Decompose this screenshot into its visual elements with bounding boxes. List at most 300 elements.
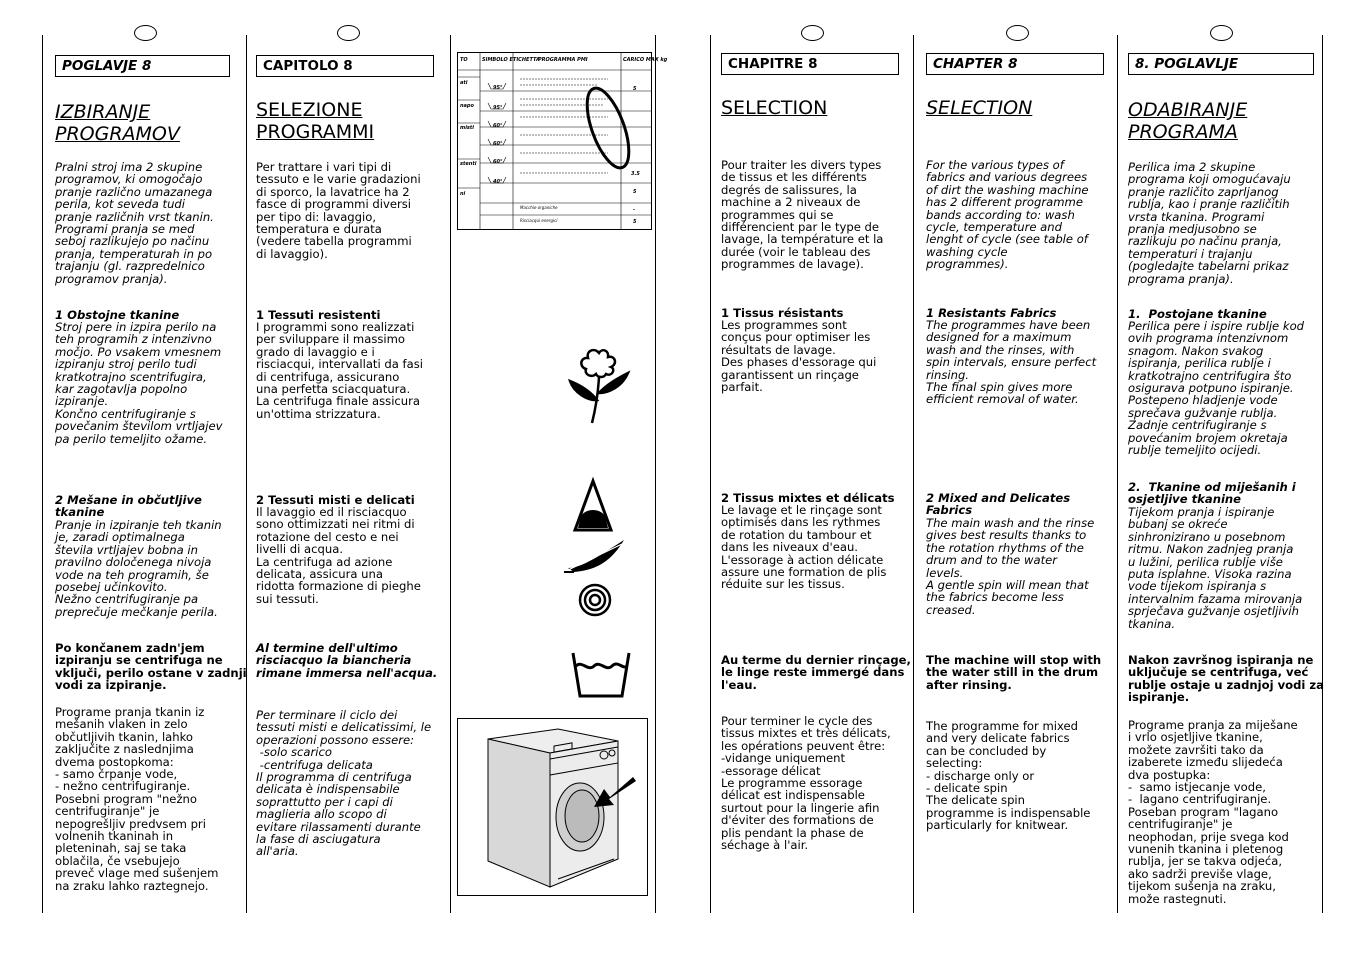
text-line: 2. Tkanine od miješanih i <box>1128 480 1296 494</box>
text-line: réduite sur les tissus. <box>721 577 845 592</box>
text-line: puta isplahne. Visoka razina <box>1128 567 1292 582</box>
text-line: Per terminare il ciclo dei <box>256 708 398 722</box>
text-line: cycle, temperature and <box>926 220 1062 235</box>
text-line: neophodan, prije svega kod <box>1128 829 1289 844</box>
text-line: délicat est indispensable <box>721 788 865 803</box>
text-line: ispiranje. <box>1128 690 1190 705</box>
text-line: - samo istjecanje vode, <box>1128 780 1266 795</box>
language-marker <box>337 25 360 41</box>
text-line: Nežno centrifugiranje pa <box>55 592 199 607</box>
text-line: pranje različnih vrst tkanin. <box>55 209 214 224</box>
chapter-heading: CAPITOLO 8 <box>256 55 434 77</box>
text-line: Nakon završnog ispiranja ne <box>1128 653 1314 667</box>
program-table-drawing <box>458 53 668 229</box>
notice-bold <box>55 641 247 693</box>
text-line: di centrifuga, assicurano <box>256 369 400 384</box>
text-line: The programme for mixed <box>926 719 1078 733</box>
washing-machine-illustration <box>457 718 648 896</box>
text-line: programmes de lavage). <box>721 257 864 272</box>
text-line: pravilno določenega nivoja <box>55 555 212 570</box>
table-side-label: napo <box>460 103 474 109</box>
text-line: volnenih tkaninah in <box>55 829 174 844</box>
text-line: ritmu. Nakon zadnjeg pranja <box>1128 542 1294 557</box>
text-line: all'aria. <box>256 844 299 859</box>
text-line: soprattutto per i capi di <box>256 794 393 809</box>
paragraph <box>926 720 1104 832</box>
column-divider <box>655 35 656 913</box>
text-line: maglieria allo scopo di <box>256 807 387 822</box>
rinse-tub-icon <box>570 650 632 700</box>
text-line: osjetljive tkanine <box>1128 492 1242 507</box>
column-divider <box>42 35 43 913</box>
column-divider <box>913 35 914 913</box>
text-line: vodi za izpiranje. <box>55 678 167 693</box>
text-line: wash and the rinses, with <box>926 342 1075 357</box>
text-line: per sviluppare il massimo <box>256 332 406 347</box>
text-line: For the various types of <box>926 158 1064 172</box>
notice-bold <box>256 641 438 680</box>
text-line: I programmi sono realizzati <box>256 320 415 334</box>
text-line: has 2 different programme <box>926 195 1083 210</box>
text-line: of dirt the washing machine <box>926 182 1089 197</box>
paragraph <box>55 321 230 445</box>
table-load: 5 <box>633 219 637 225</box>
text-line: rimane immersa nell'acqua. <box>256 665 438 680</box>
text-line: izpiranje. <box>55 394 109 409</box>
table-side-label: ati <box>460 80 468 86</box>
text-line: Il lavaggio ed il risciacquo <box>256 505 407 519</box>
text-line: di lavaggio). <box>256 246 328 261</box>
text-line: particularly for knitwear. <box>926 818 1069 833</box>
text-line: programmes). <box>926 257 1009 272</box>
table-side-label: misti <box>460 125 475 131</box>
text-line: tijekom sušenja na zraku, <box>1128 879 1276 894</box>
text-line: 1 Resistants Fabrics <box>926 306 1057 320</box>
text-line: osigurava potpuno ispiranje. <box>1128 381 1294 396</box>
text-line: risciacqui, intervallati da fasi <box>256 357 423 372</box>
paragraph <box>256 506 434 605</box>
text-line: -essorage délicat <box>721 763 821 778</box>
column-slovenian <box>55 55 247 905</box>
text-line: operazioni possono essere: <box>256 732 415 747</box>
text-line: preveč vlage med sušenjem <box>55 866 219 881</box>
text-line: programa koji omogućavaju <box>1128 172 1291 187</box>
text-line: risciacquo la biancheria <box>256 653 412 668</box>
text-line: Po končanem zadn'jem <box>55 641 205 655</box>
text-line: vrsta tkanina. Programi <box>1128 209 1265 224</box>
text-line: tkanine <box>55 505 105 520</box>
text-line: La centrifuga finale assicura <box>256 394 421 409</box>
table-header: SIMBOLO ETICHETTA <box>482 57 540 63</box>
text-line: lenght of cycle (see table of <box>926 232 1088 247</box>
text-line: séchage à l'air. <box>721 838 809 853</box>
text-line: 1 Tessuti resistenti <box>256 308 381 322</box>
text-line: parfait. <box>721 380 763 395</box>
subheading <box>1128 481 1316 506</box>
text-line: rublje temeljito ocijedi. <box>1128 443 1262 458</box>
column-french <box>721 53 911 903</box>
text-line: vode na teh programih, še <box>55 567 209 582</box>
text-line: Fabrics <box>926 503 973 518</box>
text-line: de rotation du tambour et <box>721 527 872 542</box>
text-line: trajanju (gl. razpredelnico <box>55 259 205 274</box>
text-line: števila vrtljajev bobna in <box>55 542 198 557</box>
text-line: rublje ostaje u zadnjoj vodi za <box>1128 677 1324 692</box>
table-load: 5 <box>633 189 637 195</box>
text-line: - lagano centrifugiranje. <box>1128 792 1272 807</box>
paragraph <box>256 709 434 858</box>
table-header: PROGRAMMA PMI <box>538 57 588 63</box>
text-line: A gentle spin will mean that <box>926 578 1089 593</box>
text-line: machine a 2 niveaux de <box>721 195 861 210</box>
text-line: tkanina. <box>1128 616 1176 631</box>
text-line: -centrifuga delicata <box>256 757 373 772</box>
intro-text <box>256 161 434 260</box>
text-line: izaberete između slijedeća <box>1128 755 1283 770</box>
text-line: the fabrics become less <box>926 590 1064 605</box>
text-line: The final spin gives more <box>926 380 1073 395</box>
text-line: uključuje se centrifuga, već <box>1128 665 1309 680</box>
text-line: plis pendant la phase de <box>721 825 864 840</box>
text-line: ridotta formazione di pieghe <box>256 579 421 594</box>
text-line: -solo scarico <box>256 745 332 760</box>
text-line: tessuto e le varie gradazioni <box>256 172 421 187</box>
text-line: zaključite z naslednjima <box>55 742 194 757</box>
text-line: 2 Mešane in občutljive <box>55 493 202 507</box>
text-line: Perilica ima 2 skupine <box>1128 160 1256 174</box>
text-line: tessuti misti e delicatissimi, le <box>256 720 432 735</box>
intro-text <box>55 161 230 285</box>
paragraph <box>1128 320 1316 456</box>
text-line: tissus mixtes et très délicats, <box>721 726 891 741</box>
text-line: l'eau. <box>721 677 757 692</box>
text-line: de tissus et les différents <box>721 170 867 185</box>
text-line: snagom. Nakon svakog <box>1128 343 1264 358</box>
text-line: conçus pour optimiser les <box>721 330 871 345</box>
text-line: nepogrešljiv predvsem pri <box>55 816 206 831</box>
text-line: The programmes have been <box>926 318 1091 332</box>
text-line: Pour terminer le cycle des <box>721 714 873 728</box>
paragraph <box>55 519 230 618</box>
paragraph <box>1128 506 1316 630</box>
text-line: dans les niveaux d'eau. <box>721 540 858 555</box>
text-line: optimisés dans les rythmes <box>721 515 881 530</box>
text-line: oblačila, če vsebujejo <box>55 853 180 868</box>
text-line: sinhronizirano u posebnom <box>1128 529 1286 544</box>
paragraph <box>721 504 899 591</box>
text-line: seboj razlikujejo po načinu <box>55 234 210 249</box>
text-line: pa perilo temeljito ožame. <box>55 431 208 446</box>
text-line: - delicate spin <box>926 781 1008 796</box>
text-line: - discharge only or <box>926 768 1035 783</box>
column-divider <box>710 35 711 913</box>
text-line: dva postupka: <box>1128 767 1211 782</box>
section-title: ODABIRANJE PROGRAMA <box>1128 99 1248 143</box>
text-line: Postepeno hladjenje vode <box>1128 393 1278 408</box>
text-line: surtout pour la lingerie afin <box>721 800 880 815</box>
text-line: Il programma di centrifuga <box>256 770 412 785</box>
text-line: drum and to the water <box>926 553 1058 568</box>
paragraph <box>55 706 230 892</box>
text-line: Programi pranja se med <box>55 222 195 237</box>
table-load: - <box>633 207 636 213</box>
paragraph <box>926 319 1104 406</box>
text-line: un'ottima strizzatura. <box>256 406 381 421</box>
text-line: ovih programa intenzivnom <box>1128 331 1289 346</box>
delicate-feather-icon <box>562 534 630 576</box>
paragraph <box>721 319 899 393</box>
text-line: livelli di acqua. <box>256 542 344 557</box>
text-line: Le programme essorage <box>721 776 863 791</box>
text-line: programa pranja). <box>1128 271 1234 286</box>
text-line: vunenih tkanina i pletenog <box>1128 842 1284 857</box>
text-line: rotazione del cesto e nei <box>256 529 399 544</box>
text-line: programmes qui se <box>721 207 834 222</box>
text-line: degrés de salissures, la <box>721 182 857 197</box>
column-croatian <box>1128 53 1324 923</box>
text-line: washing cycle <box>926 244 1008 259</box>
text-line: občutljivih tkanin, lahko <box>55 729 194 744</box>
text-line: and very delicate fabrics <box>926 731 1070 746</box>
intro-text <box>721 159 899 271</box>
text-line: lavage, la température et la <box>721 232 884 247</box>
column-divider <box>1117 35 1118 913</box>
section-title: SELECTION <box>926 97 1033 119</box>
text-line: u lužini, perilica rublje više <box>1128 554 1283 569</box>
text-line: 1 Tissus résistants <box>721 306 844 320</box>
table-temp: 95° <box>493 105 503 111</box>
table-temp: 60° <box>493 141 503 147</box>
text-line: the rotation rhythms of the <box>926 540 1084 555</box>
wool-icon <box>578 582 612 618</box>
chapter-heading: POGLAVJE 8 <box>55 55 230 77</box>
text-line: una perfetta sciacquatura. <box>256 382 411 397</box>
text-line: evitare rilassamenti durante <box>256 819 421 834</box>
language-marker <box>1210 25 1233 41</box>
text-line: spin intervals, ensure perfect <box>926 355 1097 370</box>
text-line: 2 Mixed and Delicates <box>926 491 1071 505</box>
text-line: fasce di programmi diversi <box>256 197 411 212</box>
column-italian <box>256 55 438 905</box>
text-line: - samo črpanje vode, <box>55 767 178 782</box>
text-line: durée (voir le tableau des <box>721 244 871 259</box>
intro-text <box>1128 161 1316 285</box>
paragraph <box>1128 719 1316 905</box>
text-line: intervalnim fazama mirovanja <box>1128 591 1303 606</box>
text-line: izpiranju stroj perilo tudi <box>55 357 197 372</box>
text-line: after rinsing. <box>926 677 1012 692</box>
language-marker <box>801 25 824 41</box>
text-line: Končno centrifugiranje s <box>55 406 196 421</box>
text-line: résultats de lavage. <box>721 342 836 357</box>
text-line: Pour traiter les divers types <box>721 158 882 172</box>
text-line: možete završiti tako da <box>1128 742 1264 757</box>
text-line: (vedere tabella programmi <box>256 234 412 249</box>
text-line: Posebni program "nežno <box>55 791 197 806</box>
table-temp: 60° <box>493 123 503 129</box>
column-divider <box>1322 35 1323 913</box>
text-line: sui tessuti. <box>256 591 319 606</box>
text-line: bands according to: wash <box>926 207 1075 222</box>
text-line: différencient par le type de <box>721 220 880 235</box>
text-line: per tipo di: lavaggio, <box>256 209 377 224</box>
text-line: i vrlo osjetljive tkanine, <box>1128 730 1263 745</box>
text-line: programme is indispensable <box>926 805 1091 820</box>
table-header: TO <box>460 57 468 63</box>
text-line: 2 Tissus mixtes et délicats <box>721 491 895 505</box>
text-line: posebej učinkovito. <box>55 580 168 595</box>
text-line: la fase di asciugatura <box>256 832 381 847</box>
text-line: pranje različito zaprljanog <box>1128 184 1279 199</box>
text-line: Au terme du dernier rinçage, <box>721 653 911 667</box>
text-line: perila, kot seveda tudi <box>55 197 186 212</box>
text-line: Pranje in izpiranje teh tkanin <box>55 518 222 532</box>
text-line: pranja, temperaturah in po <box>55 246 213 261</box>
table-temp: 40° <box>493 179 503 185</box>
program-table <box>457 52 668 230</box>
text-line: programov pranja). <box>55 271 168 286</box>
section-title: IZBIRANJE PROGRAMOV <box>55 101 180 145</box>
text-line: rublja, jer se takva odjeća, <box>1128 854 1283 869</box>
table-temp: 95° <box>493 85 503 91</box>
text-line: močjo. Po vsakem vmesnem <box>55 344 222 359</box>
text-line: gives best results thanks to <box>926 528 1087 543</box>
text-line: (pogledajte tabelarni prikaz <box>1128 259 1289 274</box>
chapter-heading: CHAPITRE 8 <box>721 53 899 75</box>
text-line: selecting: <box>926 756 983 771</box>
text-line: grado di lavaggio e i <box>256 344 375 359</box>
text-line: le linge reste immergé dans <box>721 665 905 680</box>
chapter-heading: CHAPTER 8 <box>926 53 1104 75</box>
notice-bold <box>1128 653 1324 705</box>
text-line: Le lavage et le rinçage sont <box>721 503 882 517</box>
text-line: -vidange uniquement <box>721 751 846 766</box>
text-line: L'essorage à action délicate <box>721 552 884 567</box>
mixed-fabric-icon <box>572 478 614 534</box>
text-line: je, zaradi optimalnega <box>55 530 185 545</box>
text-line: sprečava gužvanje rublja. <box>1128 405 1278 420</box>
column-divider <box>246 35 247 913</box>
text-line: pranje različno umazanega <box>55 184 213 199</box>
text-line: Des phases d'essorage qui <box>721 355 877 370</box>
text-line: sprječava gužvanje osjetljivih <box>1128 604 1299 619</box>
text-line: na zraku lahko raztegnejo. <box>55 878 209 893</box>
table-side-label: ni <box>460 191 466 197</box>
text-line: 2 Tessuti misti e delicati <box>256 493 415 507</box>
text-line: garantissent un rinçage <box>721 367 859 382</box>
text-line: temperatura e durata <box>256 222 382 237</box>
text-line: Poseban program "lagano <box>1128 804 1279 819</box>
text-line: rinsing. <box>926 367 969 382</box>
text-line: može rastegnuti. <box>1128 891 1227 906</box>
text-line: centrifugiranje" je <box>55 804 160 819</box>
text-line: The main wash and the rinse <box>926 516 1095 530</box>
text-line: Les programmes sont <box>721 318 847 332</box>
language-marker <box>1006 25 1029 41</box>
cotton-icon <box>566 345 632 427</box>
text-line: ako sadrži previše vlage, <box>1128 866 1272 881</box>
text-line: - nežno centrifugiranje. <box>55 779 191 794</box>
text-line: 1 Obstojne tkanine <box>55 308 180 322</box>
text-line: The delicate spin <box>926 793 1025 808</box>
table-header: CARICO MAX kg <box>623 57 668 63</box>
text-line: Zadnje centrifugiranje s <box>1128 418 1267 433</box>
text-line: the water still in the drum <box>926 665 1099 680</box>
text-line: can be concluded by <box>926 743 1047 758</box>
text-line: rublja, kao i pranje različitih <box>1128 197 1290 212</box>
text-line: sono ottimizzati nei ritmi di <box>256 517 415 532</box>
notice-bold <box>721 653 911 692</box>
text-line: Perilica pere i ispire rublje kod <box>1128 319 1305 333</box>
column-divider <box>450 35 451 913</box>
text-line: 1. Postojane tkanine <box>1128 307 1267 321</box>
text-line: teh programih z intenzivno <box>55 332 212 347</box>
text-line: Programe pranja za miješane <box>1128 718 1298 732</box>
text-line: razlikuju po načinu pranja, <box>1128 234 1282 249</box>
text-line: Pralni stroj ima 2 skupine <box>55 160 203 174</box>
text-line: pranja medjusobno se <box>1128 222 1257 237</box>
notice-bold <box>926 654 1104 691</box>
text-line: preprečuje mečkanje perila. <box>55 604 218 619</box>
text-line: fabrics and various degrees <box>926 170 1088 185</box>
table-program-text: Risciacqui energici <box>520 218 558 223</box>
subheading <box>55 494 230 519</box>
text-line: dvema postopkoma: <box>55 754 174 769</box>
text-line: povećanim brojem okretaja <box>1128 430 1288 445</box>
text-line: delicata è indispensabile <box>256 782 400 797</box>
section-title: SELECTION <box>721 97 828 119</box>
text-line: d'éviter des formations de <box>721 813 874 828</box>
text-line: centrifugiranje" je <box>1128 817 1233 832</box>
text-line: levels. <box>926 565 964 580</box>
text-line: designed for a maximum <box>926 330 1072 345</box>
text-line: bubanj se okreće <box>1128 517 1228 532</box>
text-line: vode tijekom ispiranja s <box>1128 579 1267 594</box>
text-line: Tijekom pranja i ispiranje <box>1128 505 1275 519</box>
text-line: izpiranju se centrifuga ne <box>55 653 223 668</box>
text-line: pleteninah, saj se taka <box>55 841 187 856</box>
paragraph <box>256 321 434 420</box>
text-line: temperaturi i trajanju <box>1128 246 1253 261</box>
text-line: delicata, assicura una <box>256 567 383 582</box>
text-line: programov, ki omogočajo <box>55 172 203 187</box>
text-line: Programe pranja tkanin iz <box>55 705 205 719</box>
table-temp: 60° <box>493 159 503 165</box>
table-load: 3.5 <box>631 171 640 177</box>
text-line: di sporco, la lavatrice ha 2 <box>256 184 410 199</box>
text-line: ispiranja, perilica rublje i <box>1128 356 1271 371</box>
text-line: mešanih vlaken in zelo <box>55 717 188 732</box>
text-line: kratkotrajno centrifugira što <box>1128 368 1292 383</box>
text-line: Per trattare i vari tipi di <box>256 160 392 174</box>
chapter-heading: 8. POGLAVLJE <box>1128 53 1314 75</box>
text-line: Al termine dell'ultimo <box>256 641 398 655</box>
text-line: Stroj pere in izpira perilo na <box>55 320 217 334</box>
text-line: les opérations peuvent être: <box>721 738 886 753</box>
text-line: kar zagotavlja popolno <box>55 382 188 397</box>
paragraph <box>926 517 1104 616</box>
text-line: assure une formation de plis <box>721 565 887 580</box>
table-load: 5 <box>633 86 637 92</box>
text-line: creased. <box>926 602 976 617</box>
table-program-text: Macchie organiche <box>520 205 558 210</box>
subheading <box>926 492 1104 517</box>
text-line: The machine will stop with <box>926 653 1102 667</box>
language-marker <box>134 25 157 41</box>
intro-text <box>926 159 1104 271</box>
text-line: efficient removal of water. <box>926 392 1079 407</box>
text-line: vključi, perilo ostane v zadnji <box>55 665 247 680</box>
